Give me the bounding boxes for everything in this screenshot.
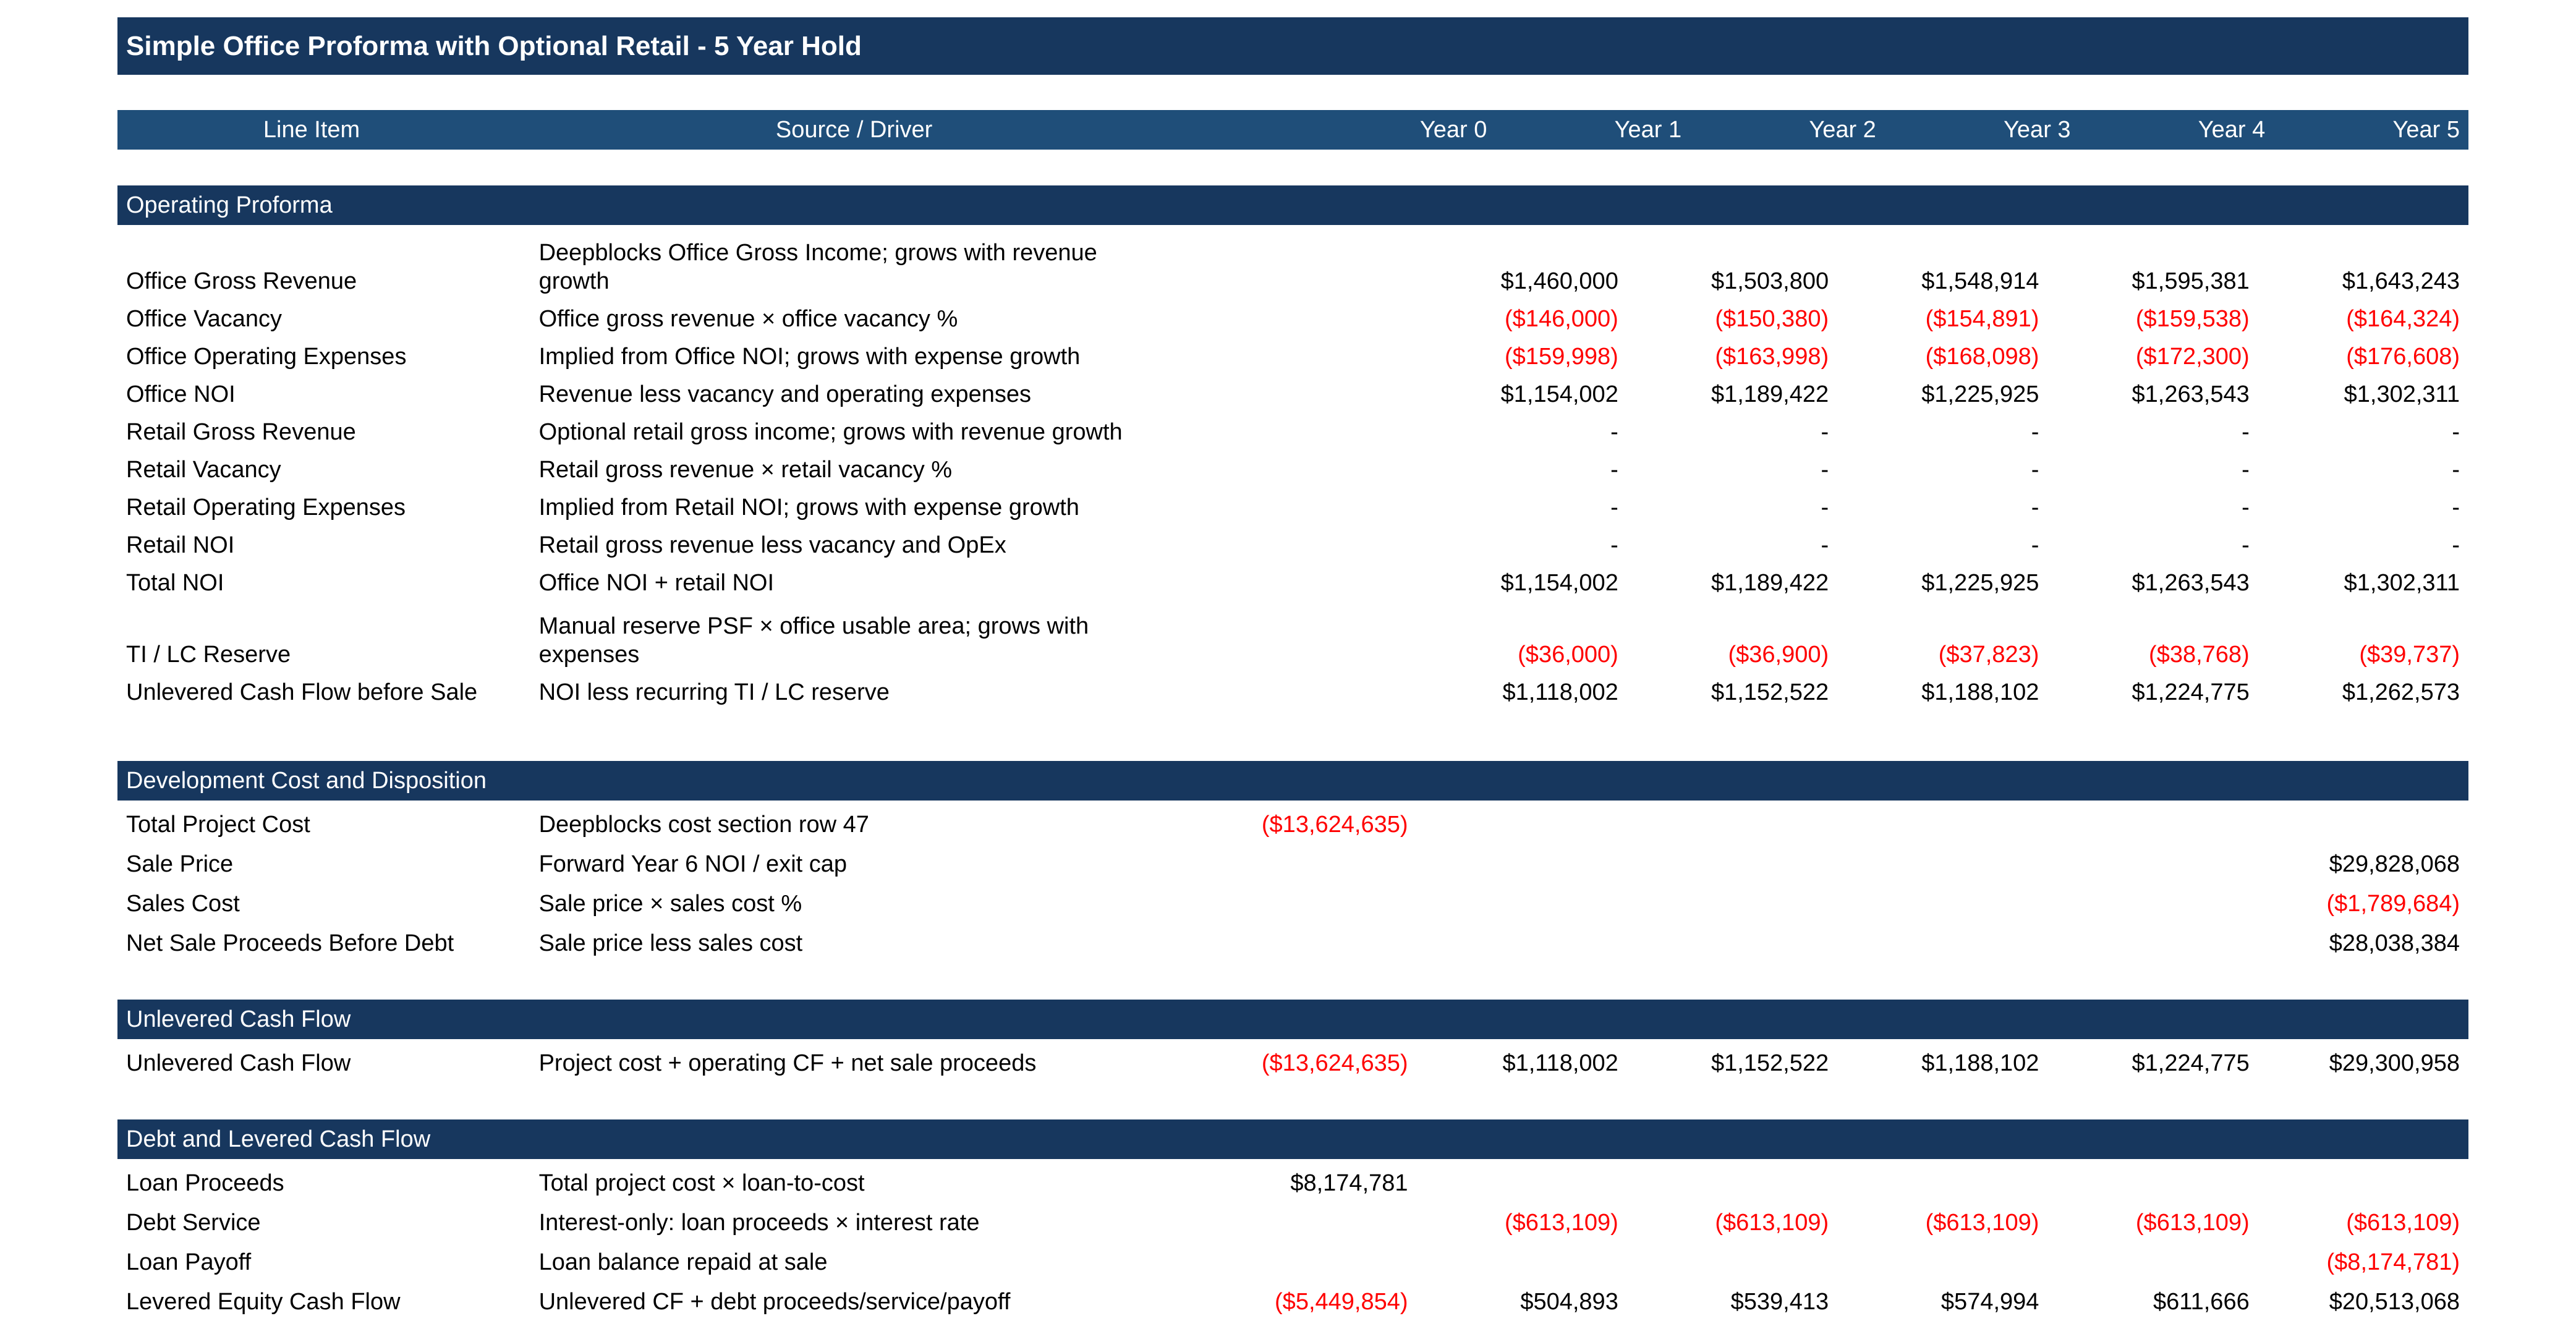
value-year-5: ($39,737) [2359,642,2460,668]
value-year-1: - [1610,532,1618,558]
row-label: Total Project Cost [126,812,310,838]
value-year-0: ($13,624,635) [1261,812,1408,838]
row-source: Deepblocks cost section row 47 [538,812,869,838]
value-year-2: $1,503,800 [1711,268,1829,294]
value-year-5: $29,828,068 [2329,851,2460,877]
row-source: Office NOI + retail NOI [538,570,775,596]
table-row [117,451,2468,489]
value-year-0: ($13,624,635) [1261,1050,1408,1076]
value-year-5: $1,643,243 [2342,268,2460,294]
value-year-5: - [2452,419,2460,445]
row-label: Unlevered Cash Flow [126,1050,351,1076]
value-year-2: $539,413 [1730,1289,1829,1315]
value-year-3: $1,188,102 [1921,679,2039,705]
row-label: Loan Payoff [126,1249,252,1275]
value-year-2: ($613,109) [1715,1210,1829,1236]
value-year-4: ($38,768) [2149,642,2250,668]
header-source-driver: Source / Driver [775,116,933,143]
value-year-5: - [2452,495,2460,520]
value-year-1: $1,118,002 [1502,679,1618,705]
value-year-1: $504,893 [1520,1289,1618,1315]
row-source: Revenue less vacancy and operating expenses [538,381,1031,407]
row-label: Net Sale Proceeds Before Debt [126,930,454,956]
section-header: Operating Proforma [117,185,2468,225]
table-row [117,1163,2468,1202]
value-year-5: $28,038,384 [2329,930,2460,956]
header-year-2: Year 2 [1809,116,1876,143]
table-row [117,844,2468,883]
row-label: Retail Operating Expenses [126,495,406,520]
row-source: Implied from Retail NOI; grows with expense growth [538,495,1079,520]
row-label: Office Vacancy [126,306,283,332]
value-year-2: ($36,900) [1728,642,1829,668]
table-row [117,804,2468,844]
value-year-3: - [2031,532,2039,558]
value-year-3: - [2031,495,2039,520]
table-row [117,1043,2468,1082]
value-year-0: $8,174,781 [1290,1170,1408,1196]
value-year-3: $1,225,925 [1921,381,2039,407]
value-year-2: - [1821,457,1829,483]
value-year-4: $1,263,543 [2132,570,2250,596]
table-row [117,229,2468,300]
row-source: Forward Year 6 NOI / exit cap [538,851,848,877]
value-year-3: ($37,823) [1938,642,2039,668]
row-source: Loan balance repaid at sale [538,1249,828,1275]
value-year-2: $1,189,422 [1711,381,1829,407]
table-row [117,923,2468,962]
row-label: Office Gross Revenue [126,268,357,294]
column-header-row [117,110,2468,150]
value-year-4: $1,263,543 [2132,381,2250,407]
value-year-5: - [2452,457,2460,483]
table-row [117,489,2468,527]
table-row [117,602,2468,674]
row-source: Implied from Office NOI; grows with expense growth [538,344,1081,370]
row-source: Project cost + operating CF + net sale proceeds [538,1050,1037,1076]
header-year-3: Year 3 [2004,116,2071,143]
row-source: Total project cost × loan-to-cost [538,1170,865,1196]
value-year-4: $1,224,775 [2132,679,2250,705]
table-row [117,338,2468,376]
header-year-5: Year 5 [2392,116,2460,143]
sheet-title: Simple Office Proforma with Optional Retail - 5 Year Hold [117,17,2468,75]
value-year-3: $1,548,914 [1921,268,2039,294]
value-year-2: ($163,998) [1715,344,1829,370]
table-row [117,1202,2468,1242]
value-year-0: ($5,449,854) [1275,1289,1408,1315]
table-row [117,1242,2468,1281]
row-label: Sales Cost [126,891,240,917]
table-row [117,414,2468,451]
section-header: Development Cost and Disposition [117,761,2468,801]
value-year-4: - [2242,457,2250,483]
row-label: Loan Proceeds [126,1170,284,1196]
value-year-5: $1,302,311 [2344,570,2460,596]
value-year-1: - [1610,419,1618,445]
row-source: Deepblocks Office Gross Income; grows with revenue growth [538,240,1097,294]
value-year-1: - [1610,495,1618,520]
value-year-4: $611,666 [2153,1289,2250,1315]
value-year-4: - [2242,532,2250,558]
value-year-1: $1,118,002 [1502,1050,1618,1076]
value-year-5: ($613,109) [2346,1210,2460,1236]
value-year-4: ($172,300) [2135,344,2250,370]
header-year-1: Year 1 [1614,116,1682,143]
value-year-5: $20,513,068 [2329,1289,2460,1315]
value-year-5: $1,262,573 [2342,679,2460,705]
table-row [117,674,2468,711]
section-header: Unlevered Cash Flow [117,1000,2468,1039]
value-year-5: ($1,789,684) [2326,891,2460,917]
row-label: Debt Service [126,1210,261,1236]
row-source: Manual reserve PSF × office usable area; grows with expenses [538,613,1089,668]
value-year-1: ($159,998) [1505,344,1618,370]
value-year-3: - [2031,419,2039,445]
value-year-4: $1,224,775 [2132,1050,2250,1076]
value-year-2: ($150,380) [1715,306,1829,332]
table-row [117,883,2468,923]
value-year-1: $1,154,002 [1500,570,1618,596]
row-source: Optional retail gross income; grows with revenue growth [538,419,1123,445]
row-label: Levered Equity Cash Flow [126,1289,401,1315]
value-year-2: - [1821,419,1829,445]
table-row [117,527,2468,564]
value-year-5: $29,300,958 [2329,1050,2460,1076]
value-year-1: $1,460,000 [1500,268,1618,294]
value-year-1: ($146,000) [1505,306,1618,332]
row-source: Sale price less sales cost [538,930,803,956]
value-year-3: ($613,109) [1925,1210,2039,1236]
row-label: Unlevered Cash Flow before Sale [126,679,478,705]
value-year-5: - [2452,532,2460,558]
value-year-3: ($168,098) [1925,344,2039,370]
value-year-4: - [2242,419,2250,445]
value-year-2: $1,189,422 [1711,570,1829,596]
value-year-4: - [2242,495,2250,520]
value-year-5: ($176,608) [2346,344,2460,370]
value-year-2: - [1821,495,1829,520]
row-label: Retail NOI [126,532,235,558]
value-year-2: $1,152,522 [1711,1050,1829,1076]
value-year-1: $1,154,002 [1500,381,1618,407]
value-year-5: ($164,324) [2346,306,2460,332]
row-source: Sale price × sales cost % [538,891,802,917]
row-label: TI / LC Reserve [126,642,291,668]
row-source: NOI less recurring TI / LC reserve [538,679,890,705]
row-source: Interest-only: loan proceeds × interest rate [538,1210,980,1236]
value-year-5: ($8,174,781) [2326,1249,2460,1275]
row-source: Retail gross revenue × retail vacancy % [538,457,953,483]
value-year-5: $1,302,311 [2344,381,2460,407]
row-source: Retail gross revenue less vacancy and OpEx [538,532,1006,558]
row-label: Retail Vacancy [126,457,281,483]
table-row [117,376,2468,414]
value-year-4: ($613,109) [2135,1210,2250,1236]
row-label: Total NOI [126,570,224,596]
header-year-4: Year 4 [2198,116,2266,143]
value-year-3: ($154,891) [1925,306,2039,332]
row-label: Office Operating Expenses [126,344,407,370]
header-line-item: Line Item [263,116,360,143]
value-year-2: $1,152,522 [1711,679,1829,705]
value-year-3: $1,225,925 [1921,570,2039,596]
row-label: Sale Price [126,851,234,877]
row-source: Unlevered CF + debt proceeds/service/payoff [538,1289,1011,1315]
proforma-sheet [117,17,2468,1321]
value-year-3: - [2031,457,2039,483]
row-source: Office gross revenue × office vacancy % [538,306,958,332]
table-row [117,564,2468,602]
value-year-1: ($613,109) [1505,1210,1618,1236]
sections-container [117,185,2468,1321]
section-header: Debt and Levered Cash Flow [117,1119,2468,1159]
value-year-3: $1,188,102 [1921,1050,2039,1076]
value-year-2: - [1821,532,1829,558]
header-year-0: Year 0 [1419,116,1487,143]
value-year-4: $1,595,381 [2132,268,2250,294]
value-year-1: - [1610,457,1618,483]
table-row [117,300,2468,338]
row-label: Retail Gross Revenue [126,419,356,445]
value-year-3: $574,994 [1941,1289,2039,1315]
row-label: Office NOI [126,381,236,407]
value-year-4: ($159,538) [2135,306,2250,332]
value-year-1: ($36,000) [1518,642,1618,668]
